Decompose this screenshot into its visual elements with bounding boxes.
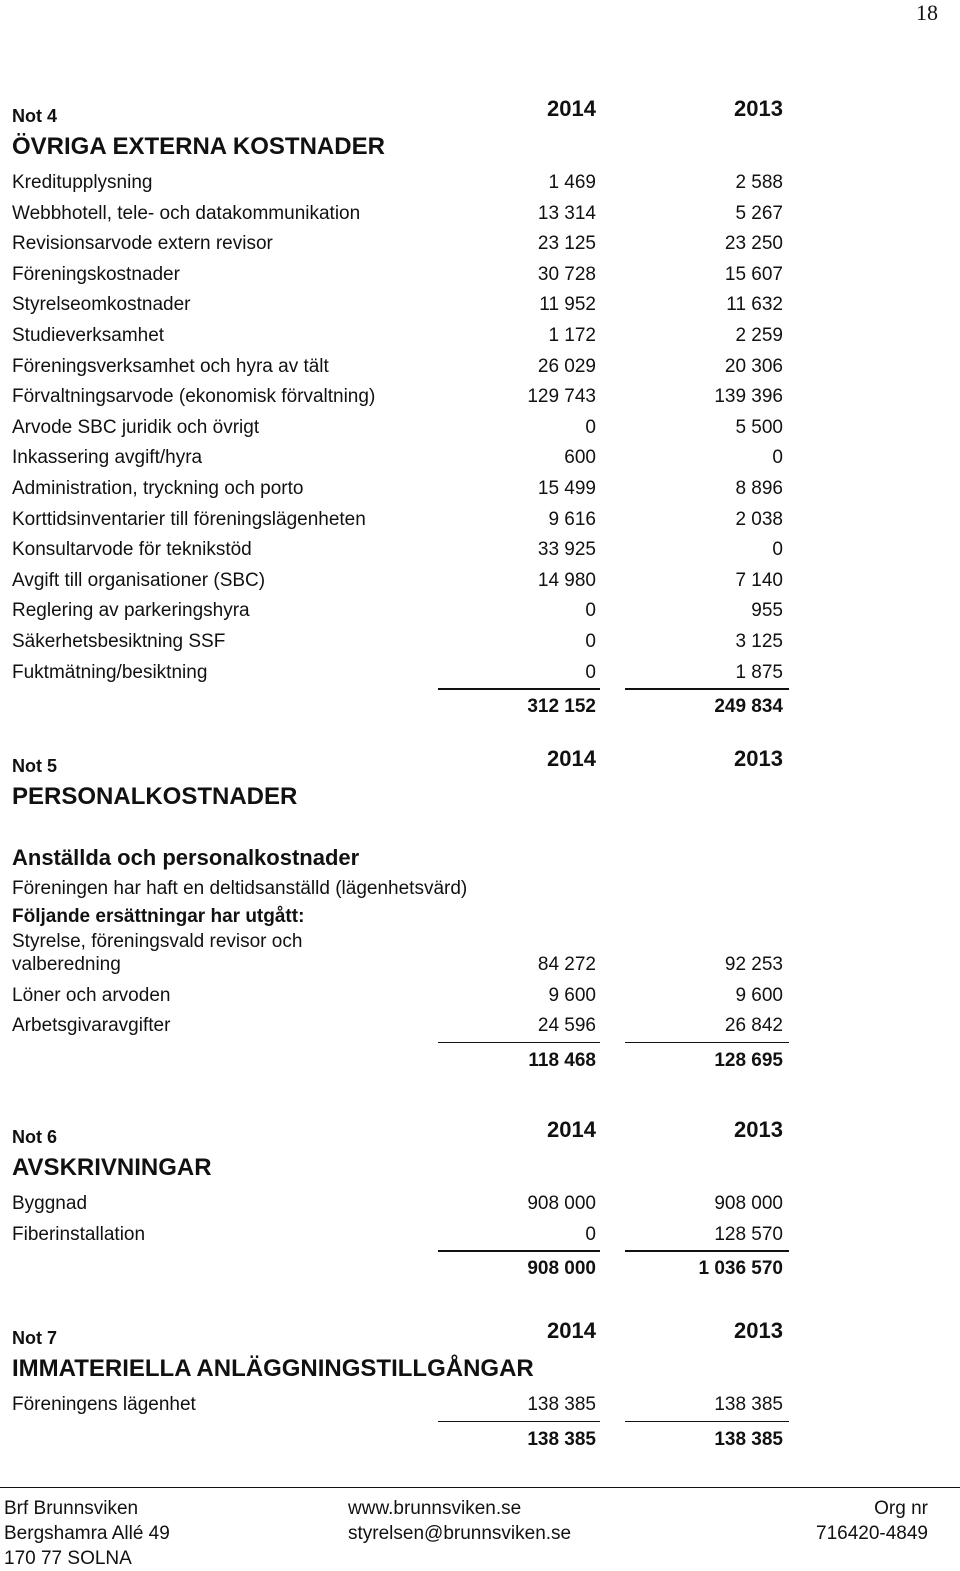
year-2014: 2014	[547, 96, 596, 121]
footer-orgnr-value: 716420-4849	[816, 1523, 928, 1544]
note-title: AVSKRIVNINGAR	[12, 1154, 212, 1181]
row-label: Administration, tryckning och porto	[12, 477, 304, 499]
note-4	[10, 94, 800, 719]
table-row	[10, 1189, 800, 1220]
value-2014: 26 029	[537, 355, 596, 377]
row-label: Avgift till organisationer (SBC)	[12, 569, 266, 591]
note-7	[10, 1316, 800, 1451]
footer-contact	[348, 1496, 571, 1546]
value-2014: 0	[585, 600, 596, 622]
total-2013: 128 695	[714, 1049, 783, 1071]
row-label: Arvode SBC juridik och övrigt	[12, 416, 260, 438]
row-label: Webbhotell, tele- och datakommunikation	[12, 202, 361, 224]
footer-address	[4, 1496, 170, 1571]
year-2013: 2013	[734, 96, 783, 121]
row-label: Arbetsgivaravgifter	[12, 1015, 171, 1037]
row-label: Byggnad	[12, 1193, 88, 1214]
value-2014: 13 314	[537, 202, 596, 224]
value-2013: 26 842	[613, 1015, 783, 1037]
value-2014: 1 469	[548, 172, 596, 193]
table-row	[10, 443, 800, 474]
footer-website: www.brunnsviken.se	[348, 1498, 522, 1519]
row-label: Föreningskostnader	[12, 263, 180, 285]
total-2014: 312 152	[527, 696, 596, 718]
table-row	[10, 352, 800, 383]
note-header	[10, 1316, 800, 1352]
note-label: Not 5	[12, 756, 57, 776]
row-label: Föreningens lägenhet	[12, 1394, 196, 1415]
table-row	[10, 382, 800, 413]
row-label: Studieverksamhet	[12, 324, 165, 346]
year-2013: 2013	[734, 746, 783, 771]
value-2013: 3 125	[735, 630, 783, 652]
value-2014: 11 952	[539, 294, 596, 316]
value-2013: 2 038	[735, 508, 783, 530]
row-label: Föreningsverksamhet och hyra av tält	[12, 355, 329, 377]
year-2014: 2014	[547, 1318, 596, 1343]
table-row	[10, 290, 800, 321]
value-2014: 30 728	[537, 263, 596, 285]
note-title: ÖVRIGA EXTERNA KOSTNADER	[12, 133, 385, 160]
value-2013: 138 385	[613, 1394, 783, 1416]
value-2013: 139 396	[714, 386, 783, 408]
note-5	[10, 744, 800, 1072]
total-row	[10, 1042, 800, 1073]
value-2013: 955	[751, 600, 783, 622]
row-label: Korttidsinventarier till föreningslägenheten	[12, 508, 366, 530]
row-label: Inkassering avgift/hyra	[12, 447, 203, 469]
total-row	[10, 1250, 800, 1281]
value-2013: 0	[772, 447, 783, 469]
note-6	[10, 1115, 800, 1281]
value-2013: 8 896	[735, 477, 783, 499]
value-2013: 0	[772, 539, 783, 561]
row-label: Säkerhetsbesiktning SSF	[12, 630, 226, 652]
value-2013: 5 500	[735, 416, 783, 438]
total-row	[10, 1421, 800, 1452]
footer-postal: 170 77 SOLNA	[4, 1548, 132, 1569]
row-label: valberedning	[12, 954, 121, 975]
table-row	[10, 321, 800, 352]
value-2014: 33 925	[537, 539, 596, 561]
row-label: Konsultarvode för teknikstöd	[12, 539, 252, 561]
value-2013: 23 250	[724, 233, 783, 255]
note-header	[10, 744, 800, 780]
footer-email: styrelsen@brunnsviken.se	[348, 1523, 572, 1544]
value-2013: 908 000	[714, 1193, 783, 1214]
value-2014: 129 743	[527, 386, 596, 408]
value-2013: 92 253	[724, 954, 783, 975]
value-2014: 0	[426, 662, 596, 684]
note-header	[10, 94, 800, 130]
total-2013: 249 834	[714, 696, 783, 718]
table-row	[10, 658, 800, 689]
value-2014: 908 000	[527, 1193, 596, 1214]
value-2013: 11 632	[726, 294, 783, 316]
value-2014: 24 596	[426, 1015, 596, 1037]
value-2014: 23 125	[537, 233, 596, 255]
table-row	[10, 535, 800, 566]
table-row	[10, 981, 800, 1012]
note-header	[10, 1115, 800, 1151]
row-label: Fiberinstallation	[12, 1223, 146, 1245]
value-2014: 0	[585, 416, 596, 438]
table-row	[10, 474, 800, 505]
value-2014: 15 499	[537, 477, 596, 499]
value-2013: 9 600	[735, 984, 783, 1006]
footer-orgnr	[816, 1496, 928, 1546]
note-label: Not 7	[12, 1328, 57, 1348]
table-row	[10, 199, 800, 230]
value-2013: 20 306	[724, 355, 783, 377]
row-label: Löner och arvoden	[12, 984, 171, 1006]
value-2014: 9 616	[548, 508, 596, 530]
description-text: Föreningen har haft en deltidsanställd (lägenhetsvärd)	[12, 878, 468, 899]
table-row	[10, 168, 800, 199]
table-row	[10, 1390, 800, 1421]
total-2014: 908 000	[527, 1258, 596, 1280]
value-2014: 9 600	[548, 984, 596, 1006]
page-footer	[0, 1487, 960, 1569]
total-2014: 118 468	[528, 1049, 596, 1071]
row-label: Revisionsarvode extern revisor	[12, 233, 273, 255]
table-row	[10, 1220, 800, 1251]
year-2014: 2014	[547, 746, 596, 771]
footer-street: Bergshamra Allé 49	[4, 1523, 170, 1544]
table-row	[10, 260, 800, 291]
bold-text: Följande ersättningar har utgått:	[12, 906, 305, 927]
row-label: Styrelseomkostnader	[12, 294, 191, 316]
table-row	[10, 229, 800, 260]
row-label: Förvaltningsarvode (ekonomisk förvaltning)	[12, 386, 376, 408]
value-2014: 138 385	[426, 1394, 596, 1416]
note-title: IMMATERIELLA ANLÄGGNINGSTILLGÅNGAR	[12, 1355, 534, 1382]
footer-orgnr-label: Org nr	[874, 1498, 928, 1519]
total-2013: 1 036 570	[698, 1258, 783, 1280]
row-label-line: Styrelse, föreningsvald revisor och	[12, 931, 303, 952]
value-2013: 1 875	[613, 662, 783, 684]
value-2013: 2 588	[735, 172, 783, 193]
value-2014: 14 980	[537, 569, 596, 591]
table-row	[10, 505, 800, 536]
value-2013: 15 607	[724, 263, 783, 285]
row-label: Kreditupplysning	[12, 172, 153, 193]
value-2013: 128 570	[613, 1224, 783, 1246]
table-row	[10, 413, 800, 444]
note-label: Not 6	[12, 1127, 57, 1147]
table-row	[10, 566, 800, 597]
value-2013: 7 140	[735, 569, 783, 591]
total-row	[10, 688, 800, 719]
year-2013: 2013	[734, 1318, 783, 1343]
year-2013: 2013	[734, 1117, 783, 1142]
section-subheading: Anställda och personalkostnader	[12, 845, 360, 870]
value-2013: 2 259	[735, 324, 783, 346]
table-row	[10, 596, 800, 627]
row-label: Fuktmätning/besiktning	[12, 661, 208, 683]
total-2013: 138 385	[714, 1428, 783, 1450]
value-2014: 0	[426, 1224, 596, 1246]
value-2014: 0	[585, 630, 596, 652]
table-row	[10, 627, 800, 658]
year-2014: 2014	[547, 1117, 596, 1142]
value-2014: 84 272	[537, 954, 596, 975]
value-2014: 1 172	[548, 324, 596, 346]
value-2013: 5 267	[735, 202, 783, 224]
note-label: Not 4	[12, 106, 57, 126]
table-row	[10, 1011, 800, 1042]
note-title: PERSONALKOSTNADER	[12, 783, 298, 810]
page-number: 18	[916, 0, 938, 25]
total-2014: 138 385	[527, 1428, 596, 1450]
footer-org-name: Brf Brunnsviken	[4, 1498, 139, 1519]
value-2014: 600	[564, 447, 596, 469]
row-label: Reglering av parkeringshyra	[12, 600, 250, 622]
table-row	[10, 950, 800, 981]
